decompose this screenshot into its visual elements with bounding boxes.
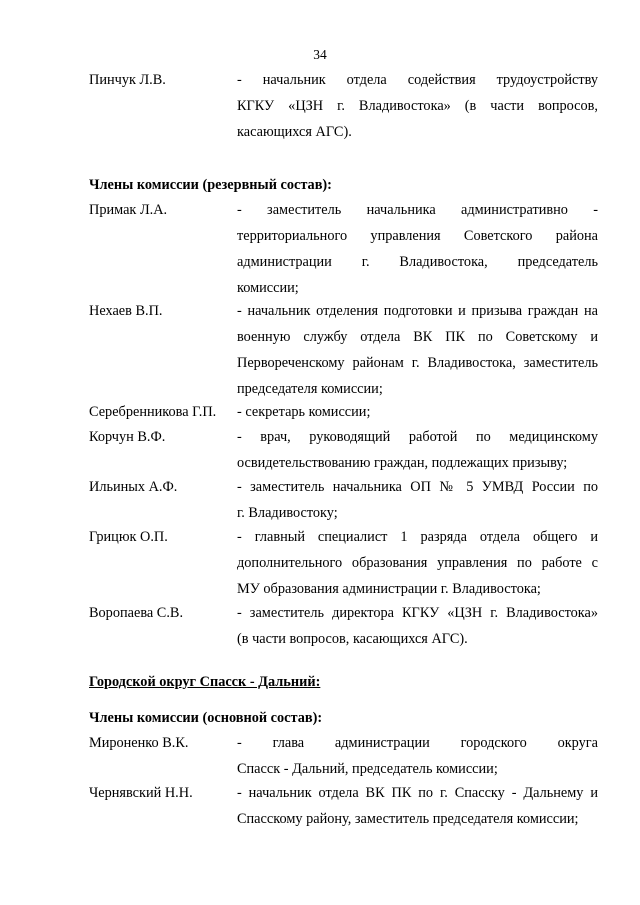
- member-name: Мироненко В.К.: [89, 735, 189, 751]
- member-name: Чернявский Н.Н.: [89, 785, 193, 801]
- member-name: Серебренникова Г.П.: [89, 404, 217, 420]
- role-line: территориального управления Советского района: [237, 228, 598, 244]
- role-line: г. Владивостоку;: [237, 505, 338, 521]
- role-line: - заместитель директора КГКУ «ЦЗН г. Владивостока»: [237, 605, 598, 621]
- role-line: - секретарь комиссии;: [237, 404, 371, 420]
- role-line: Спасск - Дальний, председатель комиссии;: [237, 761, 498, 777]
- role-line: - врач, руководящий работой по медицинскому: [237, 429, 598, 445]
- role-line: КГКУ «ЦЗН г. Владивостока» (в части вопросов,: [237, 98, 598, 114]
- member-role: [237, 424, 598, 476]
- member-role: [237, 474, 598, 526]
- role-line: - заместитель начальника административно -: [237, 202, 598, 218]
- role-line: - начальник отдела ВК ПК по г. Спасску - Дальнему и: [237, 785, 598, 801]
- section-heading-reserve: Члены комиссии (резервный состав):: [89, 177, 332, 193]
- role-line: Спасскому району, заместитель председателя комиссии;: [237, 811, 579, 827]
- role-line: освидетельствованию граждан, подлежащих призыву;: [237, 455, 568, 471]
- member-name: Корчун В.Ф.: [89, 429, 166, 445]
- section-heading-main: Члены комиссии (основной состав):: [89, 710, 323, 726]
- member-role: [237, 730, 598, 782]
- role-line: - заместитель начальника ОП № 5 УМВД России по: [237, 479, 598, 495]
- page-number: 34: [313, 47, 327, 62]
- role-line: МУ образования администрации г. Владивостока;: [237, 581, 541, 597]
- member-name: Нехаев В.П.: [89, 303, 163, 319]
- member-role: [237, 780, 598, 832]
- role-line: - главный специалист 1 разряда отдела общего и: [237, 529, 598, 545]
- role-line: председателя комиссии;: [237, 381, 383, 397]
- member-name: Воропаева С.В.: [89, 605, 184, 621]
- role-line: - начальник отдела содействия трудоустройству: [237, 72, 598, 88]
- member-name: Грицюк О.П.: [89, 529, 168, 545]
- member-role: [237, 197, 598, 301]
- role-line: Первореченскому районам г. Владивостока, заместитель: [237, 355, 598, 371]
- member-name: Ильиных А.Ф.: [89, 479, 178, 495]
- member-name: Примак Л.А.: [89, 202, 168, 218]
- member-role: [237, 399, 598, 425]
- role-line: - начальник отделения подготовки и призыва граждан на: [237, 303, 598, 319]
- district-heading: Городской округ Спасск - Дальний:: [89, 674, 321, 690]
- member-role: [237, 298, 598, 402]
- role-line: - глава администрации городского округа: [237, 735, 598, 751]
- role-line: дополнительного образования управления по работе с: [237, 555, 598, 571]
- role-line: (в части вопросов, касающихся АГС).: [237, 631, 468, 647]
- member-role: [237, 600, 598, 652]
- role-line: администрации г. Владивостока, председатель: [237, 254, 598, 270]
- role-line: касающихся АГС).: [237, 124, 352, 140]
- member-role: [237, 524, 598, 602]
- role-line: комиссии;: [237, 280, 299, 296]
- member-role: [237, 67, 598, 145]
- role-line: военную службу отдела ВК ПК по Советскому и: [237, 329, 598, 345]
- member-name: Пинчук Л.В.: [89, 72, 166, 88]
